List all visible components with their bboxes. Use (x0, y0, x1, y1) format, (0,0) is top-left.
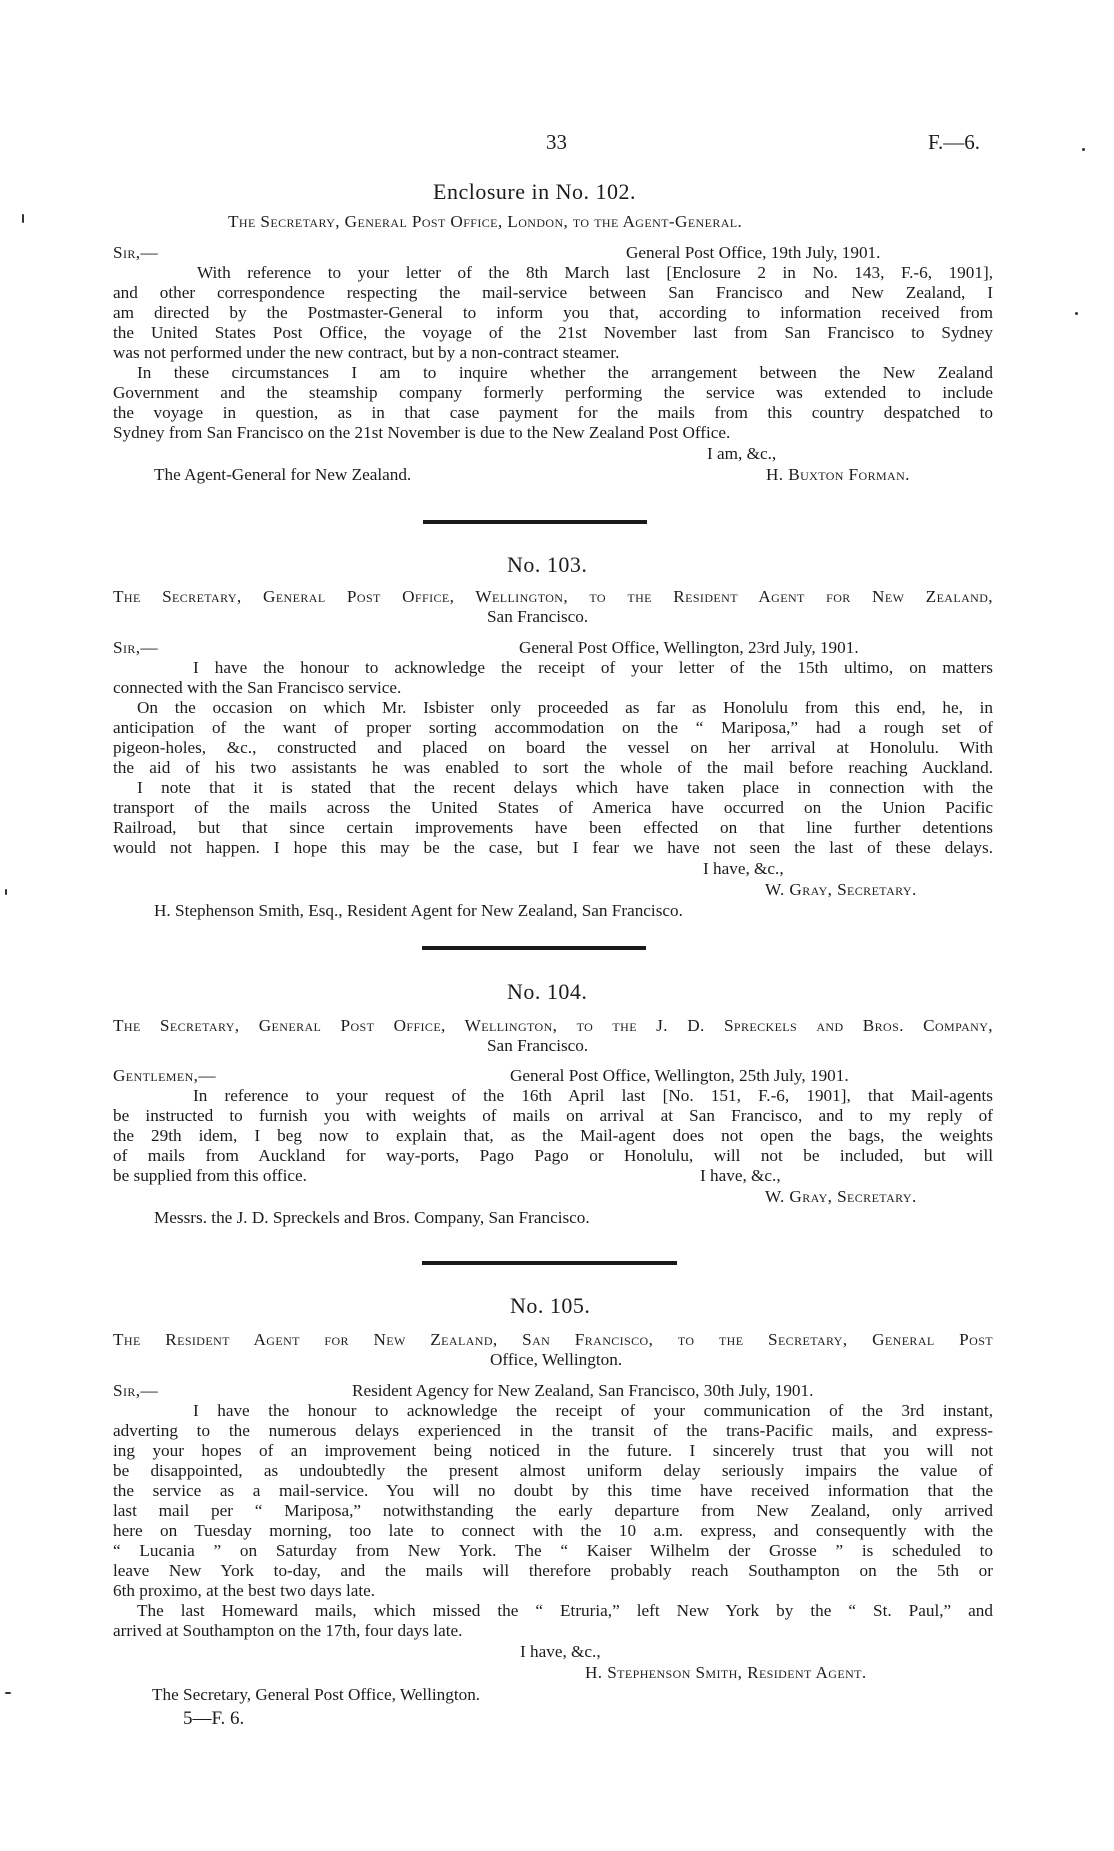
salutation: Sir,— (113, 1381, 159, 1400)
paragraph-line: The last Homeward mails, which missed the “ Etruria,” left New York by the “ St. Paul,” and (137, 1601, 993, 1620)
paragraph-line: the service as a mail-service. You will no doubt by this time have received information that the (113, 1481, 993, 1500)
letter-subheading: The Secretary, General Post Office, Wellington, to the J. D. Spreckels and Bros. Company, (113, 1016, 993, 1035)
signature: W. Gray, Secretary. (765, 880, 917, 899)
letter-subheading: San Francisco. (487, 1036, 589, 1055)
paragraph-line: the aid of his two assistants he was enabled to sort the whole of the mail before reaching Auckland. (113, 758, 993, 777)
letter-heading: No. 103. (507, 552, 588, 577)
paragraph-line: be disappointed, as undoubtedly the present almost uniform delay seriously impairs the value of (113, 1461, 993, 1480)
closing: I have, &c., (703, 859, 784, 878)
signature: W. Gray, Secretary. (765, 1187, 917, 1206)
address-date: General Post Office, Wellington, 23rd July, 1901. (519, 638, 859, 657)
salutation: Sir,— (113, 243, 159, 262)
address-date: General Post Office, Wellington, 25th July, 1901. (510, 1066, 849, 1085)
addressee: The Secretary, General Post Office, Wellington. (152, 1685, 481, 1704)
salutation: Gentlemen,— (113, 1066, 216, 1085)
paragraph-line: I have the honour to acknowledge the receipt of your letter of the 15th ultimo, on matters (193, 658, 993, 677)
paragraph-line: Railroad, but that since certain improvements have been effected on that line further detentions (113, 818, 993, 837)
paragraph-line: was not performed under the new contract, but by a non-contract steamer. (113, 343, 620, 362)
paragraph-line: be instructed to furnish you with weights of mails on arrival at San Francisco, and to my reply of (113, 1106, 993, 1125)
letter-heading: No. 105. (510, 1293, 591, 1318)
paragraph-line: leave New York to-day, and the mails will therefore probably reach Southampton on the 5th or (113, 1561, 993, 1580)
margin-speck (5, 889, 7, 895)
closing: I have, &c., (700, 1166, 781, 1185)
paragraph-line: Sydney from San Francisco on the 21st November is due to the New Zealand Post Office. (113, 423, 731, 442)
section-divider (422, 946, 646, 950)
letter-subheading: The Secretary, General Post Office, Wellington, to the Resident Agent for New Zealand, (113, 587, 993, 606)
paragraph-line: and other correspondence respecting the mail-service between San Francisco and New Zealand, I (113, 283, 993, 302)
paragraph-line: In reference to your request of the 16th April last [No. 151, F.-6, 1901], that Mail-agents (193, 1086, 993, 1105)
paragraph-line: the 29th idem, I beg now to explain that, as the Mail-agent does not open the bags, the weights (113, 1126, 993, 1145)
printer-signature-mark: 5—F. 6. (183, 1708, 245, 1729)
paragraph-line: I have the honour to acknowledge the receipt of your communication of the 3rd instant, (193, 1401, 993, 1420)
paragraph-line: I note that it is stated that the recent delays which have taken place in connection with the (137, 778, 993, 797)
paragraph-line: the voyage in question, as in that case payment for the mails from this country despatched to (113, 403, 993, 422)
margin-speck (22, 214, 24, 223)
paragraph-line: connected with the San Francisco service. (113, 678, 402, 697)
paragraph-line: pigeon-holes, &c., constructed and placed on board the vessel on her arrival at Honolulu. With (113, 738, 993, 757)
signature: H. Buxton Forman. (766, 465, 910, 484)
paragraph-line: here on Tuesday morning, too late to connect with the 10 a.m. express, and consequently with the (113, 1521, 993, 1540)
paragraph-line: of mails from Auckland for way-ports, Pago Pago or Honolulu, will not be included, but will (113, 1146, 993, 1165)
document-reference: F.—6. (928, 130, 980, 154)
paragraph-line: On the occasion on which Mr. Isbister only proceeded as far as Honolulu from this end, he, in (137, 698, 993, 717)
margin-speck (1075, 312, 1078, 315)
letter-heading: Enclosure in No. 102. (433, 179, 636, 204)
signature: H. Stephenson Smith, Resident Agent. (585, 1663, 867, 1682)
letter-subheading: Office, Wellington. (490, 1350, 623, 1369)
paragraph-line: anticipation of the want of proper sorting accommodation on the “ Mariposa,” had a rough set of (113, 718, 993, 737)
addressee: Messrs. the J. D. Spreckels and Bros. Company, San Francisco. (154, 1208, 590, 1227)
addressee: The Agent-General for New Zealand. (154, 465, 412, 484)
letter-subheading: The Secretary, General Post Office, London, to the Agent-General. (228, 212, 743, 231)
paragraph-line: transport of the mails across the United States of America have occurred on the Union Pacific (113, 798, 993, 817)
paragraph-line: adverting to the numerous delays experienced in the transit of the trans-Pacific mails, and express- (113, 1421, 993, 1440)
address-date: General Post Office, 19th July, 1901. (626, 243, 881, 262)
section-divider (423, 520, 647, 524)
paragraph-line: last mail per “ Mariposa,” notwithstanding the early departure from New Zealand, only arrived (113, 1501, 993, 1520)
paragraph-line: ing your hopes of an improvement being noticed in the future. I sincerely trust that you will not (113, 1441, 993, 1460)
paragraph-line: arrived at Southampton on the 17th, four days late. (113, 1621, 463, 1640)
paragraph-line: am directed by the Postmaster-General to inform you that, according to information received from (113, 303, 993, 322)
closing: I have, &c., (520, 1642, 601, 1661)
letter-heading: No. 104. (507, 979, 588, 1004)
addressee: H. Stephenson Smith, Esq., Resident Agent for New Zealand, San Francisco. (154, 901, 683, 920)
paragraph-line: would not happen. I hope this may be the case, but I fear we have not seen the last of these delays. (113, 838, 993, 857)
margin-speck (1082, 148, 1085, 151)
letter-subheading: San Francisco. (487, 607, 589, 626)
page-number: 33 (546, 130, 567, 154)
paragraph-line: the United States Post Office, the voyage of the 21st November last from San Francisco to Sydney (113, 323, 993, 342)
paragraph-line: Government and the steamship company formerly performing the service was extended to include (113, 383, 993, 402)
margin-speck (5, 1692, 11, 1694)
paragraph-line: be supplied from this office. (113, 1166, 307, 1185)
paragraph-line: With reference to your letter of the 8th March last [Enclosure 2 in No. 143, F.-6, 1901], (197, 263, 993, 282)
paragraph-line: 6th proximo, at the best two days late. (113, 1581, 376, 1600)
paragraph-line: “ Lucania ” on Saturday from New York. The “ Kaiser Wilhelm der Grosse ” is scheduled to (113, 1541, 993, 1560)
paragraph-line: In these circumstances I am to inquire whether the arrangement between the New Zealand (137, 363, 993, 382)
closing: I am, &c., (707, 444, 777, 463)
salutation: Sir,— (113, 638, 159, 657)
letter-subheading: The Resident Agent for New Zealand, San Francisco, to the Secretary, General Post (113, 1330, 993, 1349)
address-date: Resident Agency for New Zealand, San Francisco, 30th July, 1901. (352, 1381, 814, 1400)
section-divider (422, 1261, 677, 1265)
